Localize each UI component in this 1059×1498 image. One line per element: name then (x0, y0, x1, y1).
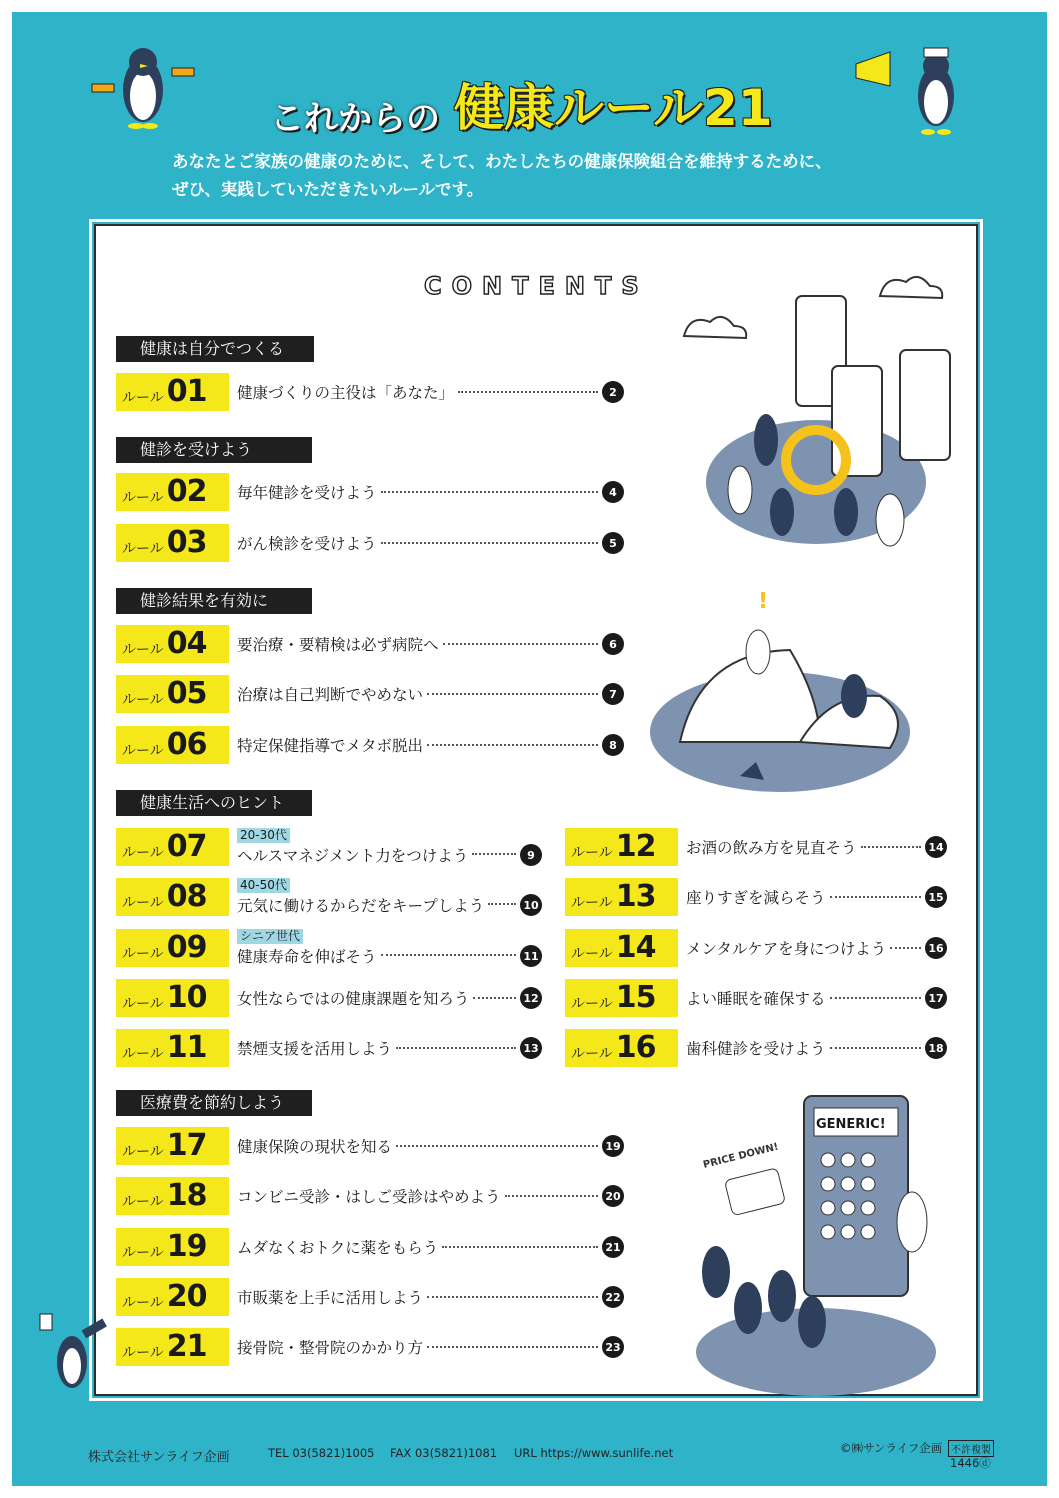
rule-title: 座りすぎを減らそう (686, 889, 826, 907)
rule-title: 歯科健診を受けよう (686, 1040, 826, 1058)
page-number: 2 (602, 381, 624, 403)
rule-14[interactable] (565, 929, 947, 967)
page-number: 4 (602, 481, 624, 503)
rule-title: 治療は自己判断でやめない (237, 686, 424, 704)
rule-title: 市販薬を上手に活用しよう (237, 1289, 424, 1307)
rule-badge: ルール 12 (565, 828, 678, 866)
leader-dots (890, 947, 921, 949)
age-tag: 20-30代 (237, 828, 290, 843)
title-main: 健康ルール21 (454, 79, 773, 137)
rule-title: 元気に働けるからだをキープしよう (237, 897, 485, 915)
page-number: 10 (520, 894, 542, 916)
page-number: 16 (925, 937, 947, 959)
rule-title: ヘルスマネジメント力をつけよう (237, 847, 469, 865)
rule-title: コンビニ受診・はしご受診はやめよう (237, 1188, 501, 1206)
rule-19[interactable] (116, 1228, 624, 1266)
rule-title: 健康づくりの主役は「あなた」 (237, 384, 455, 402)
page-number: 8 (602, 734, 624, 756)
leader-dots (427, 744, 598, 746)
footer-company: 株式会社サンライフ企画 (88, 1450, 230, 1465)
page-number: 6 (602, 633, 624, 655)
rule-11[interactable] (116, 1029, 542, 1067)
leader-dots (381, 542, 598, 544)
page-number: 23 (602, 1336, 624, 1358)
section-header-4: 健康生活へのヒント (116, 790, 312, 816)
rule-09[interactable] (116, 929, 542, 967)
rule-badge: ルール 13 (565, 878, 678, 916)
rule-title: 女性ならではの健康課題を知ろう (237, 990, 470, 1008)
page-number: 21 (602, 1236, 624, 1258)
rule-badge: ルール 06 (116, 726, 229, 764)
leader-dots (473, 997, 516, 999)
leader-dots (427, 693, 598, 695)
rule-title: 接骨院・整骨院のかかり方 (237, 1339, 424, 1357)
exclaim-mark: ! (758, 592, 769, 614)
leader-dots (442, 1246, 598, 1248)
rule-07[interactable] (116, 828, 542, 866)
rule-05[interactable] (116, 675, 624, 713)
rule-01[interactable] (116, 373, 624, 411)
rule-title: 禁煙支援を活用しよう (237, 1040, 393, 1058)
rule-badge: ルール 05 (116, 675, 229, 713)
rule-20[interactable] (116, 1278, 624, 1316)
leader-dots (396, 1047, 516, 1049)
penguin-telescope-illustration (32, 1302, 112, 1394)
rule-13[interactable] (565, 878, 947, 916)
rule-badge: ルール 20 (116, 1278, 229, 1316)
rule-badge: ルール 17 (116, 1127, 229, 1165)
rule-badge: ルール 02 (116, 473, 229, 511)
rule-badge: ルール 14 (565, 929, 678, 967)
page-number: 20 (602, 1185, 624, 1207)
leader-dots (458, 391, 598, 393)
rule-06[interactable] (116, 726, 624, 764)
rule-badge: ルール 03 (116, 524, 229, 562)
page-number: 5 (602, 532, 624, 554)
leader-dots (381, 954, 516, 956)
age-tag: 40-50代 (237, 878, 290, 893)
contents-heading: CONTENTS (424, 272, 649, 300)
leader-dots (443, 643, 598, 645)
footer-tel: TEL 03(5821)1005 (268, 1446, 375, 1460)
rule-title: 特定保健指導でメタボ脱出 (237, 737, 424, 755)
rule-10[interactable] (116, 979, 542, 1017)
footer-fax: FAX 03(5821)1081 (390, 1446, 498, 1460)
page-number: 17 (925, 987, 947, 1009)
page-number: 14 (925, 836, 947, 858)
leader-dots (396, 1145, 598, 1147)
rule-badge: ルール 01 (116, 373, 229, 411)
penguin-dumbbell-illustration (88, 28, 198, 138)
section-header-2: 健診を受けよう (116, 437, 312, 463)
rule-badge: ルール 08 (116, 878, 229, 916)
penguins-mirror-illustration (676, 250, 956, 560)
page-number: 7 (602, 683, 624, 705)
rule-title: メンタルケアを身につけよう (686, 940, 887, 958)
calculator-screen-text: GENERIC! (816, 1117, 886, 1132)
rule-badge: ルール 07 (116, 828, 229, 866)
rule-title: 健康保険の現状を知る (237, 1138, 393, 1156)
rule-title: がん検診を受けよう (237, 535, 377, 553)
rule-badge: ルール 11 (116, 1029, 229, 1067)
rule-17[interactable] (116, 1127, 624, 1165)
page-number: 15 (925, 886, 947, 908)
section-header-1: 健康は自分でつくる (116, 336, 314, 362)
age-tag: シニア世代 (237, 929, 303, 944)
leader-dots (505, 1195, 598, 1197)
rule-title: ムダなくおトクに薬をもらう (237, 1239, 439, 1257)
rule-title: 要治療・要精検は必ず病院へ (237, 636, 439, 654)
rule-badge: ルール 21 (116, 1328, 229, 1366)
title-prefix: これからの (270, 99, 440, 139)
rule-badge: ルール 04 (116, 625, 229, 663)
rule-badge: ルール 15 (565, 979, 678, 1017)
leader-dots (830, 997, 921, 999)
footer-copyright: ©㈱サンライフ企画 (840, 1441, 943, 1455)
page-number: 12 (520, 987, 542, 1009)
section-header-5: 医療費を節約しよう (116, 1090, 312, 1116)
leader-dots (427, 1296, 598, 1298)
page-number: 9 (520, 844, 542, 866)
rule-16[interactable] (565, 1029, 947, 1067)
footer-url[interactable]: URL https://www.sunlife.net (514, 1446, 674, 1460)
rule-title: 健康寿命を伸ばそう (237, 948, 377, 966)
rule-02[interactable] (116, 473, 624, 511)
penguins-calculator-illustration (676, 1076, 966, 1396)
price-down-sign: PRICE DOWN! (702, 1141, 780, 1171)
rule-title: 毎年健診を受けよう (237, 484, 377, 502)
rule-15[interactable] (565, 979, 947, 1017)
rule-title: よい睡眠を確保する (686, 990, 826, 1008)
leader-dots (472, 853, 516, 855)
page-number: 22 (602, 1286, 624, 1308)
leader-dots (381, 491, 598, 493)
rule-badge: ルール 10 (116, 979, 229, 1017)
intro-line-2: ぜひ、実践していただきたいルールです。 (172, 180, 484, 199)
rule-03[interactable] (116, 524, 624, 562)
rule-badge: ルール 16 (565, 1029, 678, 1067)
rule-04[interactable] (116, 625, 624, 663)
leader-dots (830, 896, 921, 898)
intro-line-1: あなたとご家族の健康のために、そして、わたしたちの健康保険組合を維持するために、 (172, 152, 832, 171)
leader-dots (488, 903, 516, 905)
rule-08[interactable] (116, 878, 542, 916)
rule-21[interactable] (116, 1328, 624, 1366)
page-number: 19 (602, 1135, 624, 1157)
page-number: 11 (520, 945, 542, 967)
rule-12[interactable] (565, 828, 947, 866)
rule-badge: ルール 18 (116, 1177, 229, 1215)
penguin-megaphone-illustration (852, 34, 982, 140)
penguins-iceberg-illustration (640, 592, 930, 796)
rule-badge: ルール 19 (116, 1228, 229, 1266)
rule-18[interactable] (116, 1177, 624, 1215)
leader-dots (861, 846, 921, 848)
page-title (270, 70, 773, 140)
footer-code: 1446ⓓ (950, 1456, 991, 1470)
page-number: 13 (520, 1037, 542, 1059)
page-number: 18 (925, 1037, 947, 1059)
section-header-3: 健診結果を有効に (116, 588, 312, 614)
leader-dots (427, 1346, 598, 1348)
rule-title: お酒の飲み方を見直そう (686, 839, 857, 857)
intro-text (172, 148, 932, 204)
footer-notice: 不許複製 (948, 1440, 994, 1457)
leader-dots (830, 1047, 921, 1049)
rule-badge: ルール 09 (116, 929, 229, 967)
